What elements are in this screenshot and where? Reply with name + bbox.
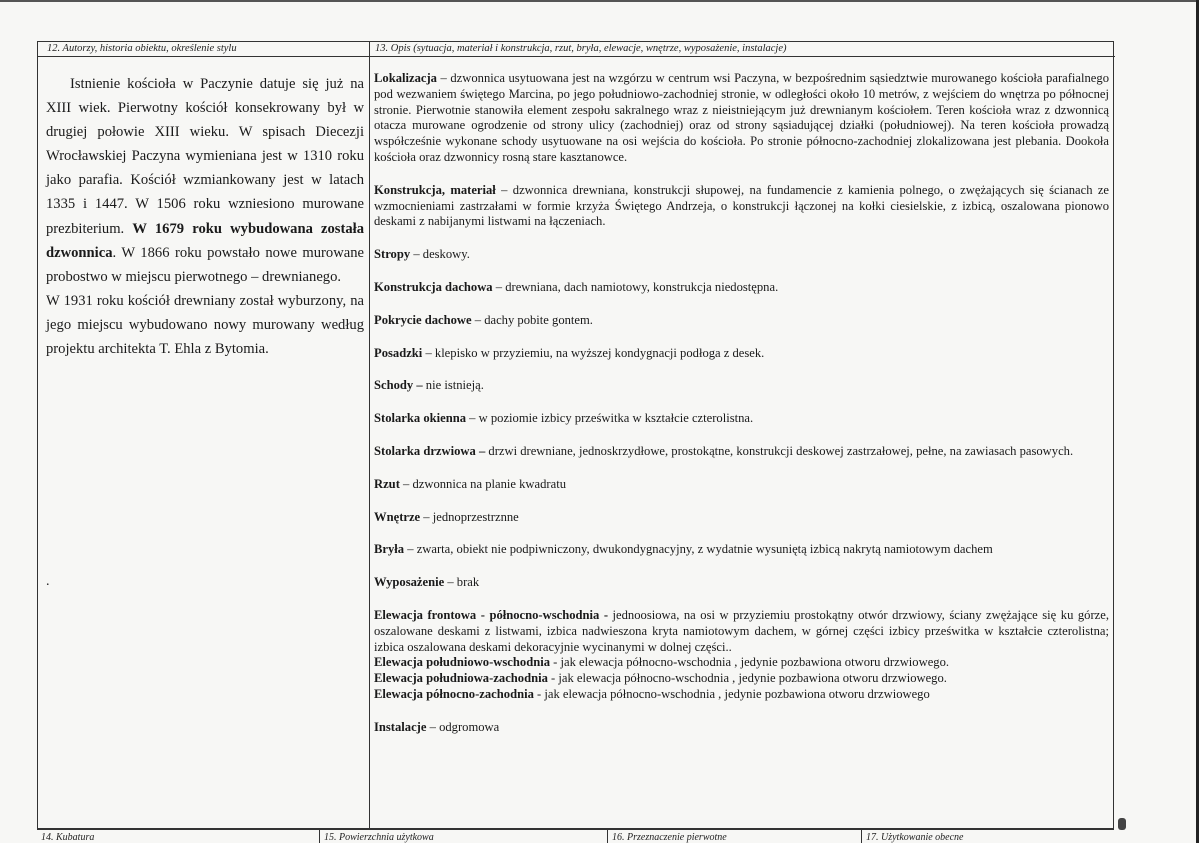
desc-text-wyposazenie: – brak: [444, 575, 480, 590]
desc-text-konstrukcja: – dzwonnica drewniana, konstrukcji słupowej, na fundamencie z kamienia polnego, o zwężających się ścianach ze wzmocnieniami zastrzałami w formie krzyża Świętego Andrzeja, o konstrukcji łączonej na kołki ciesielskie, z izbicą, oszalowana pionowo deskami z nabijanymi listwami na łączeniach.: [374, 182, 1110, 229]
original-purpose-header-cell: [607, 830, 862, 843]
desc-label-pokrycie: Pokrycie dachowe: [374, 312, 472, 327]
desc-text-stropy: – deskowy.: [410, 247, 470, 262]
desc-label-bryla: Bryła: [374, 542, 405, 557]
desc-label-stolarka-drzwiowa: Stolarka drzwiowa –: [374, 443, 486, 458]
description-text: [374, 71, 1109, 753]
elev-label-front: Elewacja frontowa - północno-wschodnia -: [374, 607, 609, 622]
desc-text-instalacje: – odgromowa: [426, 719, 500, 734]
original-purpose-header: 16. Przeznaczenie pierwotne: [612, 832, 727, 843]
desc-label-rzut: Rzut: [374, 476, 400, 491]
desc-text-stolarka-okienna: – w poziomie izbicy prześwitka w kształcie czterolistna.: [466, 411, 754, 426]
desc-label-konstrukcja: Konstrukcja, materiał: [374, 182, 496, 197]
desc-text-pokrycie: – dachy pobite gontem.: [471, 312, 593, 327]
desc-label-stropy: Stropy: [374, 247, 411, 262]
desc-label-stolarka-okienna: Stolarka okienna: [374, 411, 467, 426]
elev-text-front: jednoosiowa, na osi w przyziemiu prostokątny otwór drzwiowy, ściany zwężające się ku górze, oszalowane deskami z listwami, izbica nadwieszona kryta namiotowym dachem, w górnej części izbicy prześwitka w kształcie czterolistna; izbica oszalowana deskami dekoracyjnie wycinanymi w dolnej części..: [374, 607, 1109, 654]
current-use-header: 17. Użytkowanie obecne: [866, 832, 964, 843]
elev-text-sw-east: - jak elewacja północno-wschodnia , jedynie pozbawiona otworu drzwiowego.: [550, 655, 950, 670]
desc-text-schody: nie istnieją.: [422, 378, 484, 393]
usable-area-header-cell: [319, 830, 608, 843]
scan-edge-top: [0, 0, 1199, 2]
history-p1-end: . W 1866 roku powstało nowe murowane probostwo w miejscu pierwotnego – drewnianego.: [46, 244, 364, 285]
desc-text-konstrukcja-dachowa: – drewniana, dach namiotowy, konstrukcja niedostępna.: [492, 279, 779, 294]
elev-text-sw-west: - jak elewacja północno-wschodnia , jedynie pozbawiona otworu drzwiowego.: [547, 671, 947, 686]
elev-label-sw-east: Elewacja południowo-wschodnia: [374, 655, 550, 670]
desc-text-stolarka-drzwiowa: drzwi drewniane, jednoskrzydłowe, prostokątne, konstrukcji deskowej zastrzałowej, pełne, na zawiasach pasowych.: [485, 443, 1074, 458]
description-section-header: 13. Opis (sytuacja, materiał i konstrukcja, rzut, bryła, elewacje, wnętrze, wyposażenie, instalacje): [375, 43, 787, 54]
history-paragraph-1: [46, 72, 364, 289]
history-p1-start: Istnienie kościoła w Paczynie datuje się już na XIII wiek. Pierwotny kościół konsekrowany był w drugiej połowie XIII wieku. W spisach Diecezji Wrocławskiej Paczyna wymieniana jest w 1310 roku jako parafia. Kościół wzmiankowany jest w latach 1335 i 1447. W 1506 roku wzniesiono murowane prezbiterium.: [46, 76, 364, 237]
desc-text-lokalizacja: – dzwonnica usytuowana jest na wzgórzu w centrum wsi Paczyna, w bezpośrednim sąsiedztwie murowanego kościoła parafialnego pod wezwaniem świętego Marcina, po jego południowo-zachodniej stronie, w odległości około 10 metrów, z wejściem do wnętrza po północnej stronie. Pierwotnie stanowiła element zespołu sakralnego wraz z nieistniejącym już drewnianym kościołem. Teren kościoła wraz z dzwonnicą otacza murowane ogrodzenie od strony ulicy (zachodniej) oraz od strony sąsiadującej działki (południowej). Na teren kościoła prowadzą współcześnie wykonane schody usytuowane na osi wejścia do kościoła. Po stronie północno-zachodniej zlokalizowana jest plebania. Dookoła kościoła oraz dzwonnicy rosną stare kasztanowce.: [374, 71, 1109, 164]
current-use-header-cell: [861, 830, 1114, 843]
record-card-table: [37, 41, 1114, 829]
desc-label-schody: Schody –: [374, 378, 423, 393]
desc-label-wyposazenie: Wyposażenie: [374, 575, 445, 590]
desc-label-wnetrze: Wnętrze: [374, 509, 421, 524]
elev-text-nw: - jak elewacja północno-wschodnia , jedynie pozbawiona otworu drzwiowego: [533, 686, 930, 701]
cubature-header-cell: [37, 830, 319, 843]
desc-label-konstrukcja-dachowa: Konstrukcja dachowa: [374, 279, 493, 294]
scan-mark: [1118, 818, 1126, 830]
desc-label-instalacje: Instalacje: [374, 719, 427, 734]
desc-text-rzut: – dzwonnica na planie kwadratu: [399, 476, 566, 491]
elev-label-sw-west: Elewacja południowa-zachodnia: [374, 671, 548, 686]
cubature-header: 14. Kubatura: [41, 832, 95, 843]
desc-label-posadzki: Posadzki: [374, 345, 423, 360]
desc-text-posadzki: – klepisko w przyziemiu, na wyższej kondygnacji podłoga z desek.: [422, 345, 765, 360]
column-divider: [369, 42, 370, 830]
header-separator: [38, 56, 1115, 57]
desc-text-bryla: – zwarta, obiekt nie podpiwniczony, dwukondygnacyjny, z wydatnie wysuniętą izbicą nakrytą namiotowym dachem: [404, 542, 993, 557]
history-text: [46, 72, 364, 361]
usable-area-header: 15. Powierzchnia użytkowa: [324, 832, 434, 843]
stray-dot: .: [46, 574, 50, 589]
next-section-headers: [37, 829, 1114, 843]
desc-text-wnetrze: – jednoprzestrznne: [420, 509, 519, 524]
history-paragraph-2: W 1931 roku kościół drewniany został wyburzony, na jego miejscu wybudowano nowy murowany według projektu architekta T. Ehla z Bytomia.: [46, 292, 364, 358]
history-section-header: 12. Autorzy, historia obiektu, określenie stylu: [47, 43, 237, 54]
history-p1-bold: W 1679 roku wybudowana została dzwonnica: [46, 220, 364, 261]
desc-label-lokalizacja: Lokalizacja: [374, 71, 437, 85]
elev-label-nw: Elewacja północno-zachodnia: [374, 686, 534, 701]
